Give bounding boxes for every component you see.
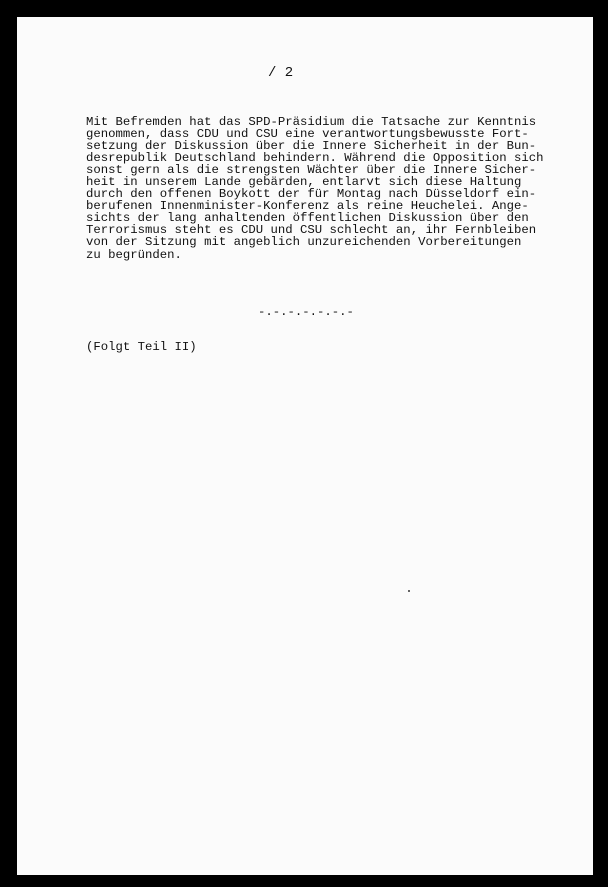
paragraph-line: berufenen Innenminister-Konferenz als reine Heuchelei. Ange- [86, 199, 529, 214]
document-page [17, 17, 593, 875]
paragraph-line: desrepublik Deutschland behindern. Während die Opposition sich [86, 151, 544, 166]
scan-speck [408, 590, 410, 592]
paragraph-line: setzung der Diskussion über die Innere Sicherheit in der Bun- [86, 139, 537, 154]
page-number: / 2 [268, 65, 294, 81]
paragraph-line: heit in unserem Lande gebärden, entlarvt sich diese Haltung [86, 175, 522, 190]
paragraph-line: genommen, dass CDU und CSU eine verantwortungsbewusste Fort- [86, 127, 529, 142]
paragraph-line: durch den offenen Boykott der für Montag nach Düsseldorf ein- [86, 187, 537, 202]
paragraph-line: von der Sitzung mit angeblich unzureichenden Vorbereitungen [86, 235, 522, 250]
body-paragraph [86, 116, 546, 261]
paragraph-line: zu begründen. [86, 247, 182, 262]
paragraph-line: sonst gern als die strengsten Wächter über die Innere Sicher- [86, 163, 537, 178]
paragraph-line: Terrorismus steht es CDU und CSU schlecht an, ihr Fernbleiben [86, 223, 537, 238]
paragraph-line: sichts der lang anhaltenden öffentlichen Diskussion über den [86, 211, 529, 226]
continuation-note: (Folgt Teil II) [86, 340, 197, 354]
paragraph-line: Mit Befremden hat das SPD-Präsidium die Tatsache zur Kenntnis [86, 115, 537, 129]
section-separator: -.-.-.-.-.-.- [258, 305, 354, 319]
